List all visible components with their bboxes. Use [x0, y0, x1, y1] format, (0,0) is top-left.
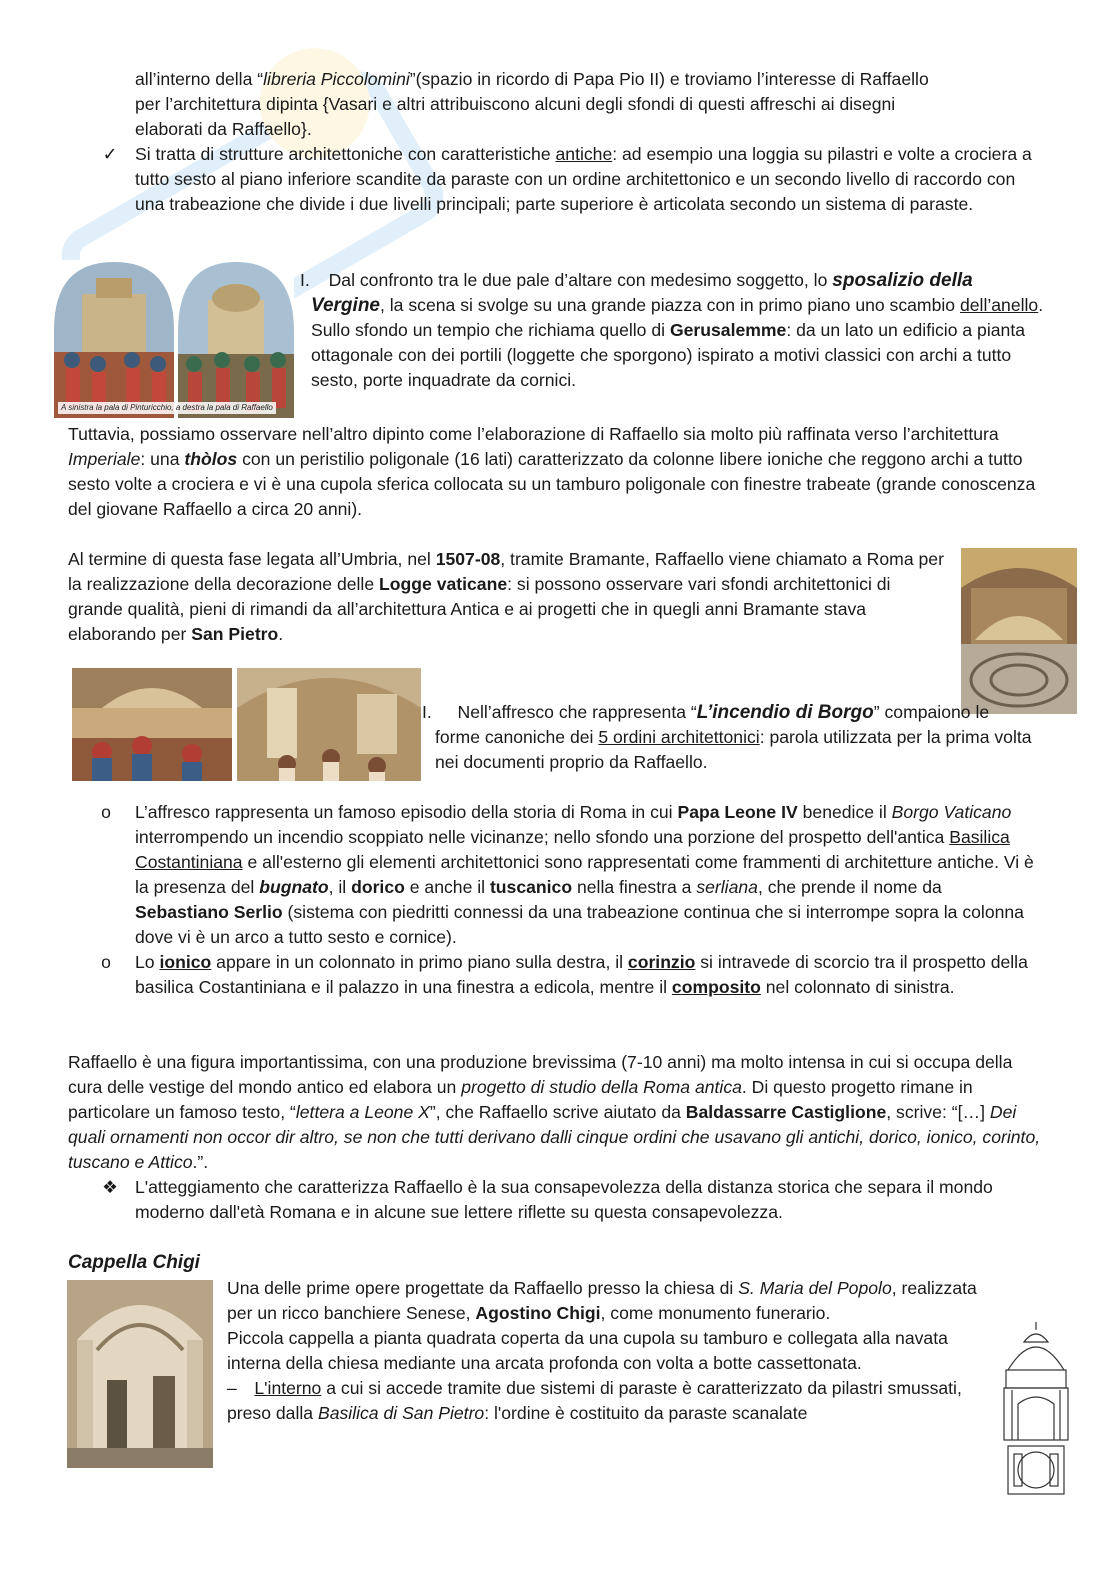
text-bold: Sebastiano Serlio — [135, 902, 283, 922]
text: e anche il — [404, 877, 490, 897]
consapevolezza-bullet — [135, 1175, 1040, 1225]
text-italic: S. Maria del Popolo — [738, 1278, 892, 1298]
text: benedice il — [797, 802, 892, 822]
text: nella finestra a — [572, 877, 697, 897]
text: con un peristilio poligonale (16 lati) caratterizzato da colonne libere ioniche che reggono archi a tutto sesto volte a crociera e vi è una cupola sferica collocata su un tamburo poligonale con finestre trabeate (grande conoscenza del giovane Raffaello a circa 20 anni). — [68, 449, 1036, 519]
text-italic: libreria Piccolomini — [263, 69, 410, 89]
text-italic: Borgo Vaticano — [891, 802, 1012, 822]
text-underlined: dell’anello — [959, 295, 1039, 315]
sposalizio-paragraph — [311, 268, 1046, 393]
text: , come monumento funerario. — [600, 1303, 831, 1323]
architectural-drawing — [1000, 1320, 1072, 1498]
chapel-photo — [67, 1280, 213, 1468]
text-italic: Imperiale — [68, 449, 141, 469]
cappella-chigi-text — [227, 1276, 987, 1426]
text: Si tratta di strutture architettoniche con caratteristiche — [135, 144, 556, 164]
check-icon: ✓ — [102, 144, 118, 164]
affresco-bullet — [135, 800, 1040, 950]
text: . Sullo sfondo un tempio che richiama quello di — [311, 295, 1044, 340]
text: Tuttavia, possiamo osservare nell’altro dipinto come l’elaborazione di Raffaello sia molto più raffinata verso l’architettura — [68, 424, 999, 444]
text: . — [278, 624, 284, 644]
text-bold-underlined: composito — [671, 977, 761, 997]
painting — [237, 668, 421, 781]
text: .”. — [192, 1152, 209, 1172]
text: : parola utilizzata per la prima volta nei documenti proprio da Raffaello. — [435, 727, 1032, 772]
text: a cui si accede tramite due sistemi di paraste è caratterizzato da pilastri smussati, preso dalla — [227, 1378, 962, 1423]
incendio-image-right — [237, 668, 421, 781]
check-bullet — [135, 142, 1040, 217]
text: , che prende il nome da — [757, 877, 942, 897]
text: : l'ordine è costituito da paraste scanalate — [484, 1403, 808, 1423]
text: ”, che Raffaello scrive aiutato da — [429, 1102, 686, 1122]
text-underlined: antiche — [555, 144, 613, 164]
text: appare in un colonnato in primo piano sulla destra, il — [211, 952, 628, 972]
text-bold: Papa Leone IV — [677, 802, 798, 822]
text-italic: serliana — [696, 877, 758, 897]
cappella-chigi-photo — [67, 1280, 213, 1468]
text: Una delle prime opere progettate da Raffaello presso la chiesa di — [227, 1278, 739, 1298]
text-bold: Logge vaticane — [379, 574, 508, 594]
section-number: I. — [300, 270, 310, 290]
text: L’affresco rappresenta un famoso episodio della storia di Roma in cui — [135, 802, 678, 822]
text: : da un lato un edificio a pianta ottagonale con dei portili (loggette che sporgono) ispirato a motivi classici con archi a tutto sesto, porte inquadrate da cornici. — [311, 320, 1025, 390]
text: si intravede di scorcio tra il prospetto della basilica Costantiniana e il palazzo in una finestra a edicola, mentre il — [135, 952, 1028, 997]
text-bold-italic: thòlos — [184, 449, 238, 469]
text: nel colonnato di sinistra. — [760, 977, 955, 997]
text-italic: Basilica di San Pietro — [317, 1403, 485, 1423]
incendio-image-left — [72, 668, 232, 781]
text-underlined: Basilica Costantiniana — [135, 827, 1010, 872]
circle-bullet-icon: o — [101, 802, 111, 822]
text: Dal confronto tra le due pale d’altare con medesimo soggetto, lo — [328, 270, 833, 290]
text: : ad esempio una loggia su pilastri e volte a crociera a tutto sesto al piano inferiore scandite da paraste con un ordine architettonico e un secondo livello di raccordo con una trabeazione che divide i due livelli principali; parte superiore è articolata secondo un sistema di paraste. — [135, 144, 1032, 214]
logge-paragraph — [68, 547, 948, 647]
text: : si possono osservare vari sfondi architettonici di grande qualità, pieni di rimandi da all’architettura Antica e ai progetti che in quegli anni Bramante stava elaborando per — [68, 574, 891, 644]
text-bold-underlined: ionico — [159, 952, 212, 972]
text: per l’architettura dipinta {Vasari e altri attribuiscono alcuni degli sfondi di questi affreschi ai disegni — [135, 94, 896, 114]
text: L'atteggiamento che caratterizza Raffaello è la sua consapevolezza della distanza storica che separa il mondo moderno dall'età Romana e in alcune sue lettere riflette su questa consapevolezza. — [135, 1177, 993, 1222]
text: , realizzata per un ricco banchiere Senese, — [227, 1278, 977, 1323]
text: Piccola cappella a pianta quadrata coperta da una cupola su tamburo e collegata alla navata interna della chiesa mediante una arcata profonda con volta a botte cassettonata. — [227, 1328, 948, 1373]
text-bold: Gerusalemme — [669, 320, 787, 340]
text-italic: progetto di studio della Roma antica — [461, 1077, 742, 1097]
diamond-bullet-icon: ❖ — [102, 1177, 118, 1197]
text: : una — [140, 449, 185, 469]
text: interrompendo un incendio scoppiato nelle vicinanze; nello sfondo una porzione del prospetto dell'antica — [135, 827, 950, 847]
dash-bullet: – — [227, 1378, 237, 1398]
text-bold: tuscanico — [489, 877, 573, 897]
sposalizio-painting — [52, 260, 294, 418]
text: Nell’affresco che rappresenta “ — [457, 702, 697, 722]
intro-paragraph — [135, 67, 1055, 142]
circle-bullet-icon: o — [101, 952, 111, 972]
text: . Di questo progetto rimane in particolare un famoso testo, “ — [68, 1077, 973, 1122]
text-bold-italic: sposalizio della Vergine — [311, 270, 973, 316]
text: , tramite Bramante, Raffaello viene chiamato a Roma per la realizzazione della decorazione delle — [68, 549, 944, 594]
text: Raffaello è una figura importantissima, con una produzione brevissima (7-10 anni) ma molto intensa in cui si occupa della cura delle vestige del mondo antico ed elabora un — [68, 1052, 1013, 1097]
section-heading: Cappella Chigi — [68, 1252, 200, 1273]
text-bold: 1507-08 — [435, 549, 501, 569]
text: , la scena si svolge su una grande piazza con in primo piano uno scambio — [380, 295, 960, 315]
text: elaborati da Raffaello}. — [135, 119, 312, 139]
text-bold: dorico — [351, 877, 405, 897]
text-bold-italic: bugnato — [259, 877, 329, 897]
text: e all'esterno gli elementi architettonici sono rappresentati come frammenti di architetture antiche. Vi è la presenza del — [135, 852, 1034, 897]
raffaello-paragraph — [68, 1050, 1048, 1175]
text-bold: San Pietro — [191, 624, 279, 644]
text-italic: Dei quali ornamenti non occor dir altro, se non che tutti derivano dalli cinque ordini che usavano gli antichi, dorico, ionico, corinto, tuscano e Attico — [68, 1102, 1041, 1172]
cappella-chigi-section-drawing — [1000, 1320, 1072, 1498]
text: Al termine di questa fase legata all’Umbria, nel — [68, 549, 436, 569]
text-underlined: 5 ordini architettonici — [598, 727, 760, 747]
section-number: I. — [422, 702, 432, 722]
incendio-paragraph — [435, 700, 1035, 775]
text: (sistema con piedritti connessi da una trabeazione continua che si interrompe sopra la colonna dove vi è un arco a tutto sesto e cornice). — [135, 902, 1024, 947]
text: all’interno della “ — [135, 69, 264, 89]
text-bold-underlined: corinzio — [627, 952, 696, 972]
text-bold: Baldassarre Castiglione — [685, 1102, 887, 1122]
text-underlined: L'interno — [254, 1378, 322, 1398]
text: , scrive: “[…] — [886, 1102, 990, 1122]
painting — [72, 668, 232, 781]
text: ”(spazio in ricordo di Papa Pio II) e troviamo l’interesse di Raffaello — [409, 69, 929, 89]
sposalizio-images — [52, 260, 294, 418]
ordini-bullet — [135, 950, 1040, 1000]
text: ” compaiono le forme canoniche dei — [435, 702, 990, 747]
text: Lo — [135, 952, 160, 972]
text-bold-italic: L’incendio di Borgo — [696, 702, 874, 723]
stanza-painting — [961, 548, 1077, 714]
text-bold: Agostino Chigi — [475, 1303, 601, 1323]
stanze-vaticane-image — [961, 548, 1077, 714]
text-italic: lettera a Leone X — [295, 1102, 430, 1122]
tholos-paragraph — [68, 422, 1048, 522]
text: , il — [328, 877, 352, 897]
image-caption: A sinistra la pala di Pinturicchio, a destra la pala di Raffaello — [58, 402, 276, 414]
